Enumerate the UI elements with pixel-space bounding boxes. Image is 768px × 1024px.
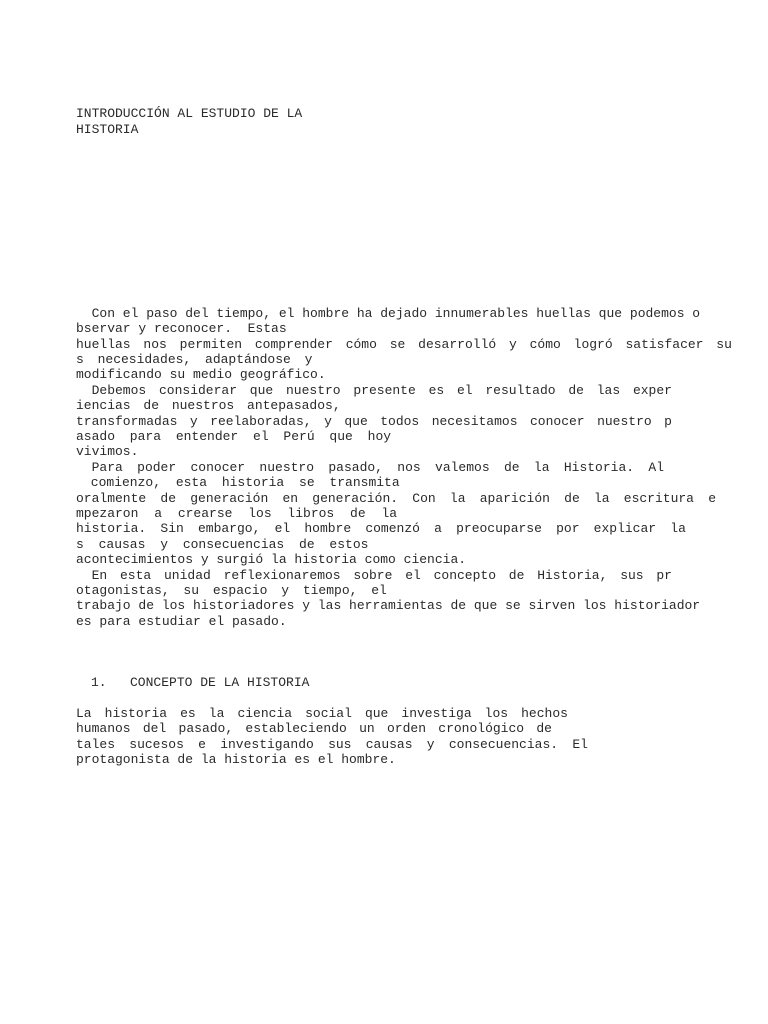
intro-line-justified: Para poder conocer nuestro pasado, nos valemos de la Historia. Al — [76, 460, 664, 475]
intro-line-justified: huellas nos permiten comprender cómo se desarrolló y cómo logró satisfacer su — [76, 337, 732, 352]
intro-line: bservar y reconocer. Estas — [76, 321, 287, 336]
intro-line-justified: Debemos considerar que nuestro presente es el resultado de las exper — [76, 383, 672, 398]
section-line-justified: humanos del pasado, estableciendo un orden cronológico de — [76, 721, 552, 736]
section-line: protagonista de la historia es el hombre. — [76, 752, 396, 767]
intro-line: vivimos. — [76, 444, 139, 459]
intro-line: modificando su medio geográfico. — [76, 367, 326, 382]
title-line-2: HISTORIA — [76, 122, 139, 137]
intro-line-justified: En esta unidad reflexionaremos sobre el concepto de Historia, sus pr — [76, 568, 672, 583]
intro-line-justified: historia. Sin embargo, el hombre comenzó a preocuparse por explicar la — [76, 521, 686, 536]
intro-line: asado para entender el Perú que hoy — [76, 429, 392, 444]
intro-line-justified: transformadas y reelaboradas, y que todos necesitamos conocer nuestro p — [76, 414, 672, 429]
intro-line: s causas y consecuencias de estos — [76, 537, 369, 552]
title-line-1: INTRODUCCIÓN AL ESTUDIO DE LA — [76, 106, 303, 121]
intro-line: acontecimientos y surgió la historia como ciencia. — [76, 552, 467, 567]
intro-line: s necesidades, adaptándose y — [76, 352, 313, 367]
section-heading: 1. CONCEPTO DE LA HISTORIA — [91, 675, 310, 690]
intro-line: otagonistas, su espacio y tiempo, el — [76, 583, 387, 598]
intro-line: trabajo de los historiadores y las herramientas de que se sirven los historiador — [76, 598, 701, 613]
intro-line: Con el paso del tiempo, el hombre ha dejado innumerables huellas que podemos o — [76, 306, 701, 321]
intro-line: comienzo, esta historia se transmita — [76, 475, 400, 490]
section-line-justified: La historia es la ciencia social que investiga los hechos — [76, 706, 568, 721]
intro-line: mpezaron a crearse los libros de la — [76, 506, 398, 521]
intro-line-justified: oralmente de generación en generación. Con la aparición de la escritura e — [76, 491, 716, 506]
section-line-justified: tales sucesos e investigando sus causas y consecuencias. El — [76, 737, 588, 752]
intro-line: iencias de nuestros antepasados, — [76, 398, 341, 413]
intro-line: es para estudiar el pasado. — [76, 614, 287, 629]
